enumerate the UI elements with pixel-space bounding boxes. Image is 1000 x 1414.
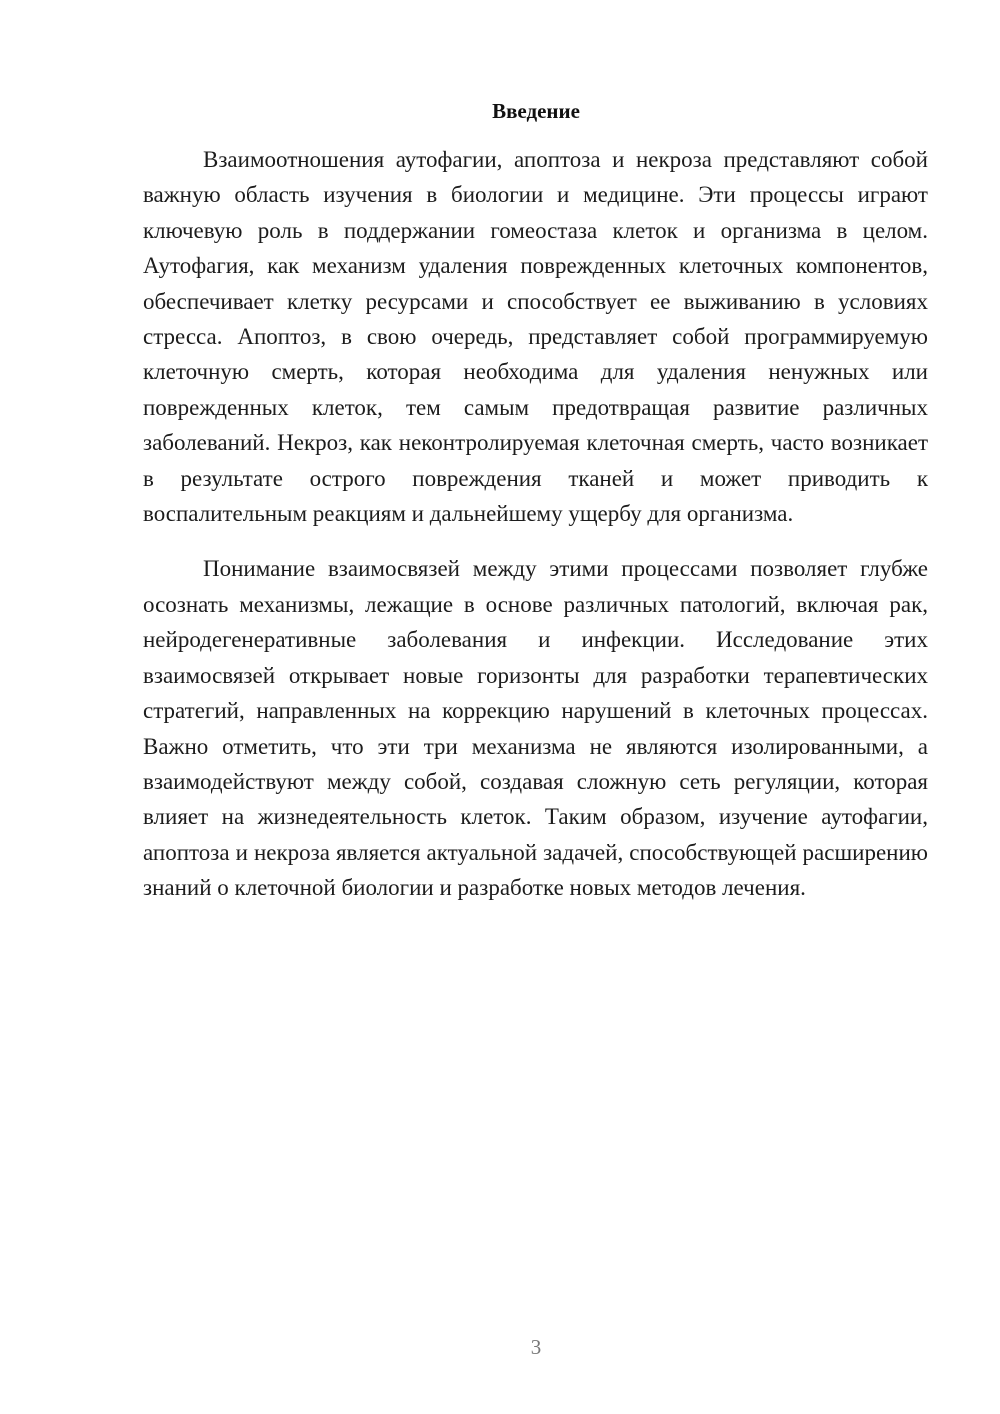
paragraph-1: Взаимоотношения аутофагии, апоптоза и некроза представляют собой важную область изучения в биологии и медицине. Эти процессы играют ключевую роль в поддержании гомеостаза клеток и организма в целом. Аутофагия, как механизм удаления поврежденных клеточных компонентов, обеспечивает клетку ресурсами и способствует ее выживанию в условиях стресса. Апоптоз, в свою очередь, представляет собой программируемую клеточную смерть, которая необходима для удаления ненужных или поврежденных клеток, тем самым предотвращая развитие различных заболеваний. Некроз, как неконтролируемая клеточная смерть, часто возникает в результате острого повреждения тканей и может приводить к воспалительным реакциям и дальнейшему ущербу для организма. [143,147,928,527]
body-text [143,142,928,906]
paragraph-2: Понимание взаимосвязей между этими процессами позволяет глубже осознать механизмы, лежащие в основе различных патологий, включая рак, нейродегенеративные заболевания и инфекции. Исследование этих взаимосвязей открывает новые горизонты для разработки терапевтических стратегий, направленных на коррекцию нарушений в клеточных процессах. Важно отметить, что эти три механизма не являются изолированными, а взаимодействуют между собой, создавая сложную сеть регуляции, которая влияет на жизнедеятельность клеток. Таким образом, изучение аутофагии, апоптоза и некроза является актуальной задачей, способствующей расширению знаний о клеточной биологии и разработке новых методов лечения. [143,556,928,901]
section-title: Введение [492,99,580,123]
page-number: 3 [530,1335,542,1359]
